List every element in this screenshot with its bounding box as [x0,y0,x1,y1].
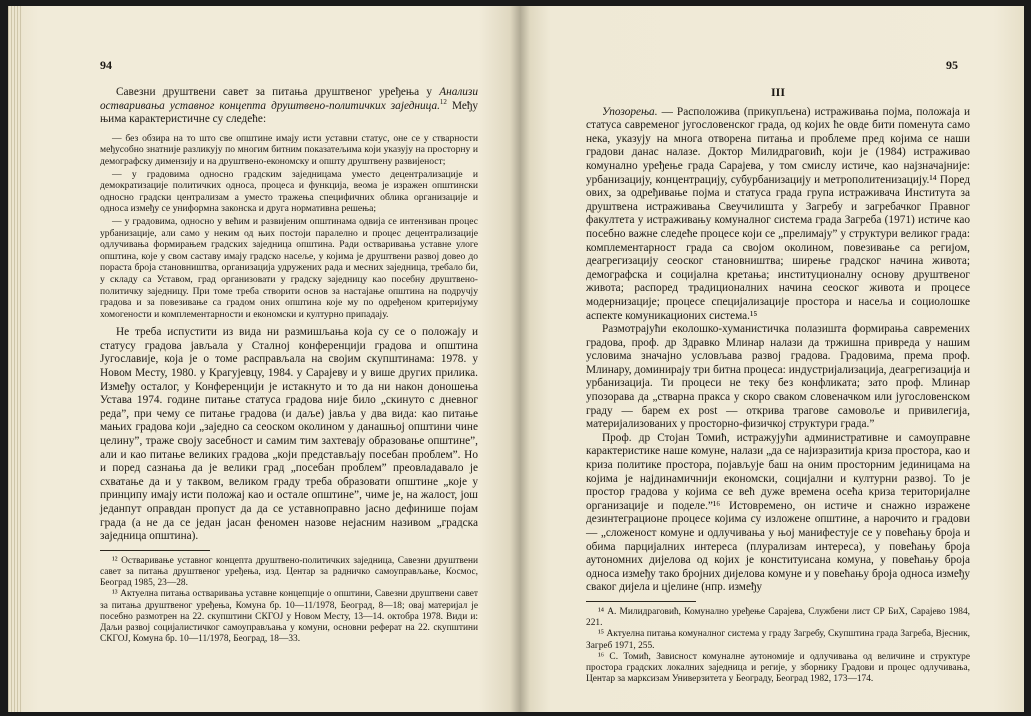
page-number: 94 [100,58,112,72]
footnotes [586,607,970,685]
body-paragraph: Упозорења. — Расположива (прикупљена) истраживања појма, положаја и статуса савременог југословенског града, од којих ће овде бити поменута само нека, указују на многа отворена питања и проблеме пред којима се наши градови данас налазе. Доктор Милидраговић, који је (1984) истраживао комунално уређење града Сарајева, у том смислу истиче, као најзначајније: урбанизацију, концентрацију, субурбанизацију и метрополитенизацију.¹⁴ Поред ових, за одређивање појма и статуса града група истраживача Института за друштвена истраживања Свеучилишта у Загребу и загребачког Правног факултета у истраживању комуналног система града Загреба (1971) истиче као посебно важне следеће процесе који се „прелимају” у структури великог града: комплементарност града са својом околином, повезивање са регијом, деагрегизацију сеоског становништва; ширење градског начина живота; демографска и социјална кретања; институционалну основу друштвеног живота; распоред традиционалних начина сеоског живота и процесе модернизације; процесе специјализације простора и насеља и социолошке аспекте комуникационих система.¹⁵ [586,105,970,322]
footnote-rule [100,550,210,551]
book-spread [8,6,1024,712]
footnotes [100,556,478,646]
right-text-column [586,86,970,685]
left-text-column [100,86,478,645]
quote-item: — без обзира на то што све општине имају исти уставни статус, оне се у стварности међусобно знатније разликују по многим битним показатељима који указују на просторну и демографску димензију и на друштвено-економску и општу друштвену развијеност; [100,132,478,167]
left-page [8,6,520,712]
footnote: ¹² Остваривање уставног концепта друштвено-политичких заједница, Савезни друштвени савет за питања друштвеног уређења, изд. Центар за радничко самоуправљање, Космос, Београд 1985, 23—28. [100,555,478,589]
body-paragraph: Проф. др Стојан Томић, истражујући административне и самоуправне карактеристике наше комуне, налази „да се најизразитија криза простора, као и криза политике простора, појављује баш на оним просторним јединицама на којима је најдинамичнији економски, социјални и културни развој. То је простор градова у којима се већ дуже времена осећа криза територијалне организације и поделе.”¹⁶ Истовремено, он истиче и снажно изражене дезинтеграционе процесе којима су изложене општине, а нарочито и градови — „сложеност комуне и одлучивања у њој манифестује се у повећању броја и обима парцијалних интереса (плурализам интереса), у повећању броја аутономних дијелова од којих је конституисана комуна, у повећању броја односа између тако бројних дијелова комуне и у повећању броја односа између сваког дијела и цјелине (нпр. између [586,431,970,594]
footnote: ¹⁵ Актуелна питања комуналног система у граду Загребу, Скупштина града Загреба, Вјесник, Загреб 1971, 255. [586,629,970,651]
quoted-conclusions [100,133,478,321]
gutter-shadow [520,6,530,712]
quote-item: — у градовима, односно у већим и развијеним општинама одвија се интензиван процес урбанизације, али само у неким од њих постоји паралелно и процес децентрализације одлучивања формирањем градских заједница општина. Ради остваривања уставне улоге општина, које у свом саставу имају градско насеље, у којима је друштвени развој довео до пораста броја становништва, организација удружених рада и месних заједница, требало би, у складу са Уставом, град организовати у градску заједницу као посебну друштвено-политичку заједницу. При томе треба створити основ за настајање општина на подручју градова и за повезивање са градом оних општина које му по одређеном критеријуму хомогености и комплементарности и економски и културно припадају. [100,215,478,320]
section-heading: III [770,85,785,99]
footnote: ¹³ Актуелна питања остваривања уставне концепције о општини, Савезни друштвени савет за питања друштвеног уређења, Комуна бр. 10—11/1978, Београд, 8—18; овај материјал је посебно размотрен на 22. скупштини СКГОЈ у Новом Месту, 13—14. октобра 1978. Види и: Даљи развој социјалистичког самоуправљања у комуни, основни реферат на 22. скупштини СКГОЈ, Комуна бр. 10—11/1978, Београд, 18—33. [100,589,478,645]
body-paragraph: Не треба испустити из вида ни размишљања која су се о положају и статусу градова јављала у Сталној конференцији градова и општина Југославије, која је о томе расправљала на својим скупштинама: 1978. у Новом Месту, 1980. у Крагујевцу, 1984. у Сарајеву и у више других прилика. Између осталог, у Конференцији је истакнуто и то да ни након доношења Устава 1974. године питање статуса градова није било „скинуто с дневног реда”, при чему се питање градова (и даље) јавља у два вида: као питање мањих градова који „заједно са сеоском околином у данашњој општини чине целину”, траже своју засебност и самим тим захтевају образовање општине”, али и као питање великих градова „који представљају посебан проблем”. Но и поред сазнања да је велики град „посебан проблем” преовладавало је схватање да и у таквом, великом граду треба образовати општине „које у принципу имају исти положај као и остале општине”, чиме је, на жалост, још једанпут оправдан пропуст да да се уставноправно јасно дефинише појам града (а не да се један јасан феномен назове нејасним називом „градска заједница општина). [100,326,478,543]
gutter-shadow [510,6,520,712]
footnote: ¹⁴ А. Милидраговић, Комунално уређење Сарајева, Службени лист СР БиХ, Сарајево 1984, 221. [586,606,970,629]
page-edges [8,6,22,712]
intro-paragraph: Савезни друштвени савет за питања друштвеног уређења у Анализи остваривања уставног концепта друштвено-политичких заједница.$^{12}$ Међу њима карактеристичне су следеће: [100,86,478,126]
quote-item: — у градовима односно градским заједницама уместо децентрализације и демократизације политичких односа, процеса и функција, веома је изражен општински односно градски централизам а уместо тражења специфичних облика организације и односа између се униформна законска и друга нормативна решења; [100,168,478,215]
right-page [520,6,1024,712]
footnote: ¹⁶ С. Томић, Зависност комуналне аутономије и одлучивања од величине и структуре простора градских локалних заједница и регије, у зборнику Градови и процес одлучивања, Центар за марксизам Универзитета у Београду, Београд 1982, 173—174. [586,651,970,685]
footnote-rule [586,601,696,602]
page-number: 95 [946,58,958,72]
body-paragraph: Размотрајући еколошко-хуманистичка полазишта формирања савремених градова, проф. др Здравко Млинар налази да тржишна привреда у нашим условима значајно условљава развој градова. Градовима, према проф. Млинару, доминирају три битна процеса: индустријализација, деагрегизација и урбанизација. Ти процеси не теку без конфликата; зато проф. Млинар упозорава да „стварна пракса у скоро сваком словеначком или југословенском граду — барем ex post — открива трагове самовоље и привилегија, материјализованих у просторно-физичкој структури града.” [586,323,970,431]
